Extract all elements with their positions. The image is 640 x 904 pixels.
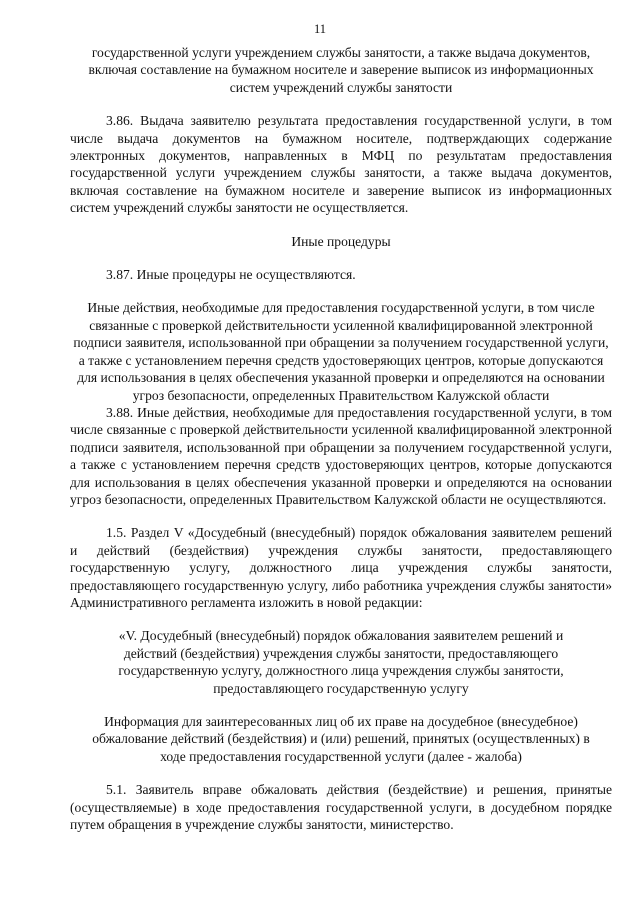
page-number: 11 bbox=[313, 22, 327, 36]
paragraph-5-1: 5.1. Заявитель вправе обжаловать действия (бездействие) и решения, принятые (осуществляемые) в ходе предоставления государственной услуги, в досудебном порядке путем обращения в учреждение службы занятости, министерство. bbox=[70, 782, 612, 833]
paragraph-3-87: 3.87. Иные процедуры не осуществляются. bbox=[106, 267, 356, 283]
intro-centered-text: государственной услуги учреждением службы занятости, а также выдача документов, включая составление на бумажном носителе и заверение выписок из информационных систем учреждений службы занятости bbox=[88, 45, 594, 95]
paragraph-1-5: 1.5. Раздел V «Досудебный (внесудебный) порядок обжалования заявителем решений и действий (бездействия) учреждения службы занятости, предоставляющего государственную услугу, должностного лица учреждения службы занятости, предоставляющего государственную услугу, либо работника учреждения службы занятости» Административного регламента изложить в новой редакции: bbox=[70, 525, 612, 610]
heading-section-v: «V. Досудебный (внесудебный) порядок обжалования заявителем решений и действий (бездействия) учреждения службы занятости, предоставляющего государственную услугу, должностного лица учреждения службы занятости, предоставляющего государственную услугу bbox=[118, 628, 564, 696]
heading-other-procedures: Иные процедуры bbox=[291, 233, 391, 249]
document-body bbox=[70, 44, 612, 833]
heading-other-actions: Иные действия, необходимые для предоставления государственной услуги, в том числе связанные с проверкой действительности усиленной квалифицированной электронной подписи заявителя, использованной при обращении за получением государственной услуги, а также с установлением перечня средств удостоверяющих центров, которые допускаются для использования в целях обеспечения указанной проверки и определяются на основании угроз безопасности, определенных Правительством Калужской области bbox=[73, 300, 609, 403]
heading-information: Информация для заинтересованных лиц об их праве на досудебное (внесудебное) обжалование действий (бездействия) и (или) решений, принятых (осуществленных) в ходе предоставления государственной услуги (далее - жалоба) bbox=[92, 714, 590, 764]
paragraph-3-88: 3.88. Иные действия, необходимые для предоставления государственной услуги, в том числе связанные с проверкой действительности усиленной квалифицированной электронной подписи заявителя, использованной при обращении за получением государственной услуги, а также с установлением перечня средств удостоверяющих центров, которые допускаются для использования в целях обеспечения указанной проверки и определяются на основании угроз безопасности, определенных Правительством Калужской области не осуществляются. bbox=[70, 404, 612, 507]
paragraph-3-86: 3.86. Выдача заявителю результата предоставления государственной услуги, в том числе выдача документов на бумажном носителе, подтверждающих содержание электронных документов, направленных в МФЦ по результатам предоставления государственной услуги учреждением службы занятости, а также выдача документов, включая составление на бумажном носителе и заверение выписок из информационных систем учреждений службы занятости не осуществляется. bbox=[70, 113, 612, 216]
